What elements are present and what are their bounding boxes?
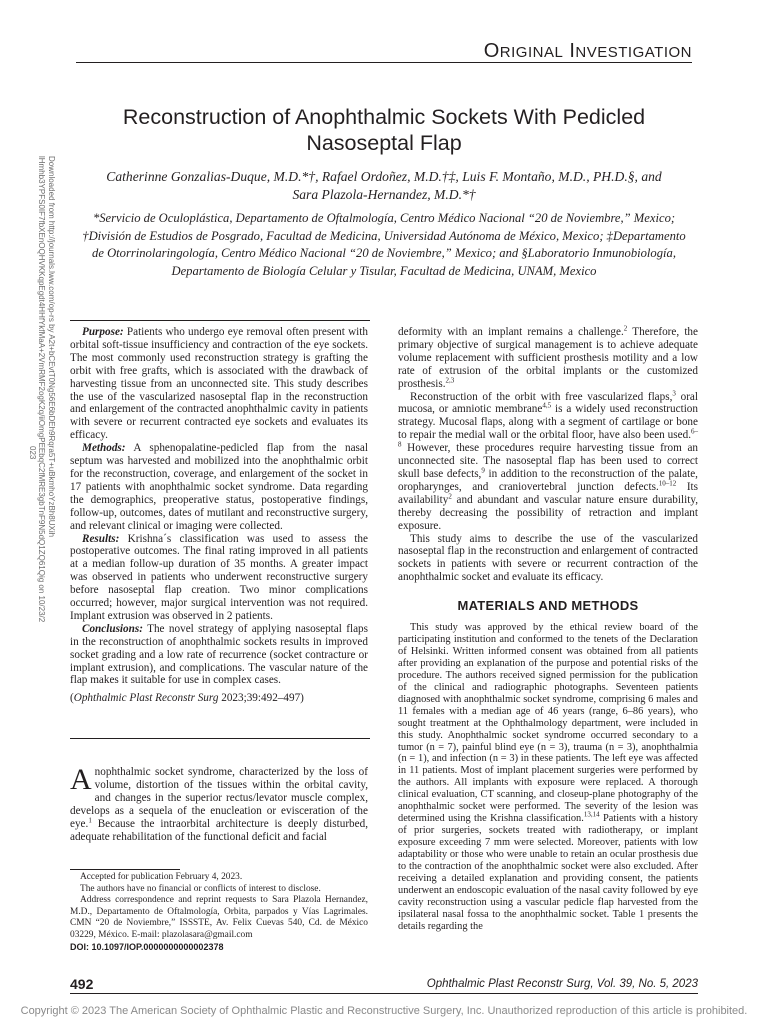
affiliations: *Servicio de Oculoplástica, Departamento de Oftalmología, Centro Médico Nacional “20 de Noviembre,” Mexico; †División de Estudios de Posgrado, Facultad de Medicina, Universidad Autónoma de México, Mexico; ‡Departamento de Otorrinolaringología, Centro Médico Nacional “20 de Noviembre,” Mexico; and §Laboratorio Inmunobiología, Departamento de Biología Celular y Tisular, Facultad de Medicina, UNAM, Mexico — [82, 211, 686, 278]
footnotes: Accepted for publication February 4, 2023. The authors have no financial or conflicts of interest to disclose. Address correspondence and reprint requests to Sara Plazola Hernandez, M.D., Departamento de Oftalmología, Orbita, parpados y Vías Lagrimales. CMN “20 de Noviembre,” ISSSTE, Av. Felix Cuevas 540, Cd. de México 03229, México. E-mail: plazolasara@gmail.com DOI: 10.1097/IOP.0000000000002378 — [70, 872, 368, 952]
abstract-results: Results: Krishna´s classification was used to assess the postoperative outcomes. The final rating improved in all patients at a median follow-up duration of 35 months. A greater impact was observed in patients who underwent reconstructive surgery before nasoseptal flap creation. Two minor complications occurred; however, major surgical intervention was not required. Implant extrusion was observed in 2 patients. — [70, 532, 368, 622]
abstract-divider-top — [70, 320, 370, 321]
copyright-notice: Copyright © 2023 The American Society of Ophthalmic Plastic and Reconstructive Surgery, Inc. Unauthorized reproduction of this article is prohibited. — [20, 1005, 748, 1017]
methods-text: This study was approved by the ethical review board of the participating institution and conformed to the tenets of the Declaration of Helsinki. Written informed consent was obtained from all patients after providing an explanation of the purpose and potential risks of the procedure. The authors received signed permission for the publication of the clinical and radiographic photographs. Seventeen patients diagnosed with anophthalmic socket syndrome, comprising 6 males and 11 females with a median age of 46 years (range, 6–86 years), who sought treatment at the Ophthalmology department, were included in this study. Anophthalmic socket syndrome occurred secondary to a tumor (n = 7), painful blind eye (n = 3), trauma (n = 3), anophthalmia (n = 1), and infection (n = 3) in these patients. The left eye was affected in 11 patients. Most of implant placement surgeries were performed by the authors. All implants with exposure were replaced. A thorough clinical evaluation, CT scanning, and closeup-plane photography of the anophthalmic socket were performed. The severity of the lesion was determined using the Krishna classification.$^{13,14}$ Patients with a history of prior surgeries, sockets treated with radiotherapy, or implant exposure exceeding 7 mm were selected. Moreover, patients with low adaptability or those who were unable to retain an ocular prosthesis due to the contraction of the anophthalmic socket were also excluded. After receiving a detailed explanation and providing consent, the patients underwent an endoscopic evaluation of the nasal cavity followed by eye cavity reconstruction using a vascular pedicle flap harvested from the ipsilateral nasal fossa to the anophthalmic socket. Table 1 presents the details regarding the — [398, 622, 698, 932]
section-heading: MATERIALS AND METHODS — [457, 598, 639, 613]
section-label: ORIGINAL INVESTIGATION — [483, 40, 692, 62]
header-divider — [76, 62, 692, 63]
abstract-conclusions: Conclusions: The novel strategy of applying nasoseptal flaps in the reconstruction of anophthalmic sockets results in improved socket grading and a low rate of recurrence (socket contracture or implant extrusion), and complications. The vascular nature of the flap makes it suitable for use in complex cases. — [70, 622, 368, 687]
abstract — [70, 326, 368, 705]
abstract-divider-bottom — [70, 738, 370, 739]
introduction: Anophthalmic socket syndrome, characterized by the loss of volume, distortion of the tissues within the orbital cavity, and changes in the superior rectus/levator muscle complex, develops as a sequela of the enucleation or evisceration of the eye.$^1$ Because the intraorbital architecture is deeply disturbed, adequate rehabilitation of the functional deficit and facial — [70, 763, 368, 843]
doi[interactable]: DOI: 10.1097/IOP.0000000000002378 — [70, 941, 224, 952]
footer-divider — [70, 993, 698, 994]
drop-cap: A — [70, 763, 92, 796]
journal-info: Ophthalmic Plast Reconstr Surg, Vol. 39, No. 5, 2023 — [426, 978, 698, 990]
footnote-divider — [70, 869, 180, 870]
abstract-methods: Methods: A sphenopalatine-pedicled flap from the nasal septum was harvested and mobilized into the anophthalmic orbit for the reconstruction, coverage, and enlargement of the socket in 17 patients with anophthalmic socket syndrome. Data regarding the demographics, preoperative status, postoperative findings, follow-up, outcomes, dates of mutilant and reconstructive surgery, and relevant clinical or imaging were collected. — [70, 442, 368, 532]
abstract-citation: (Ophthalmic Plast Reconstr Surg 2023;39:492–497) — [70, 692, 304, 705]
author-list: Catherinne Gonzalias-Duque, M.D.*†, Rafael Ordoñez, M.D.†‡, Luis F. Montaño, M.D., PH.D.§, and Sara Plazola-Hernandez, M.D.*† — [106, 169, 662, 202]
page-number: 492 — [70, 976, 94, 992]
abstract-purpose: Purpose: Patients who undergo eye removal often present with orbital soft-tissue insufficiency and contraction of the eye sockets. The most commonly used reconstruction strategy is grafting the orbit with free grafts, which is associated with the drawback of harvesting tissue from an unconnected site. This study describes the use of the vascularized nasoseptal flap in the reconstruction and enlargement of the contracted anophthalmic cavity in patients with severe or recurrent contracted eye sockets and evaluates its efficacy. — [70, 326, 368, 442]
download-notice: Downloaded from http://journals.lww.com/op-rs by A2t+bCEvtT0Ng56E6bDEh9Rqra5T+uBkmhoYzBh8UXih lHmhb3YPFS0IF7fbXEnOQHVKKqpEgdt4HHfYkfMaA+2VmRMF2ogK2q/iiOmgPEEbqC2fMRE3gbTnF9N5dQ1ZQ61Qig on 10/23/2 023 — [28, 156, 56, 623]
article-title: Reconstruction of Anophthalmic Sockets With Pedicled Nasoseptal Flap — [122, 105, 646, 155]
introduction-continued: deformity with an implant remains a challenge.$^2$ Therefore, the primary objective of surgical management is to achieve adequate volume replacement with sufficient prosthesis motility and a low rate of extrusion of the orbital implants or the customized prosthesis.$^{2,3}$ Reconstruction of the orbit with free vascularized flaps,$^3$ oral mucosa, or amniotic membrane$^{4,5}$ is a widely used reconstruction strategy. Mucosal flaps, along with a segment of cartilage or bone to repair the medial wall or the orbital floor, have also been used.$^{6-8}$ However, these procedures require harvesting tissue from an unconnected site. The nasoseptal flap has been used to correct skull base defects,$^9$ in addition to the reconstruction of the palate, oropharynges, and craniovertebral junction defects.$^{10-12}$ Its availability$^2$ and abundant and vascular nature ensure durability, thereby decreasing the possibility of retraction and implant exposure. This study aims to describe the use of the vascularized nasoseptal flap in the reconstruction and enlargement of contracted sockets in patients with severe or recurrent contraction of the anophthalmic socket and evaluate its efficacy. — [398, 324, 699, 584]
